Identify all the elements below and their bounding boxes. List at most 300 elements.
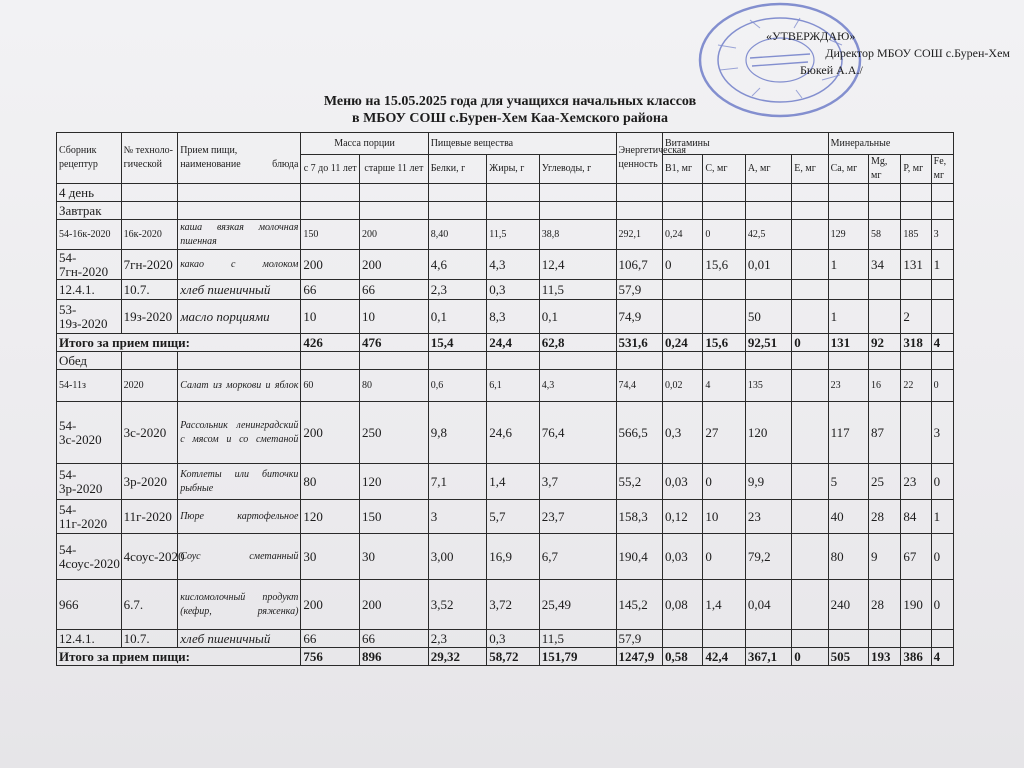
dish-cell: какао с молоком (178, 250, 301, 280)
value-cell-e: 55,2 (616, 464, 662, 500)
value-cell-fe: 0 (931, 464, 953, 500)
total-cell-f: 58,72 (487, 648, 540, 666)
value-cell-e: 292,1 (616, 220, 662, 250)
empty-cell (828, 184, 868, 202)
empty-cell (703, 202, 745, 220)
approval-position: Директор МБОУ СОШ с.Бурен-Хем (825, 46, 1010, 60)
value-cell-vc: 15,6 (703, 250, 745, 280)
header-dish: Прием пищи, наименование блюда (178, 133, 301, 184)
value-cell-mg: 25 (869, 464, 901, 500)
total-cell-m1: 756 (301, 648, 360, 666)
value-cell-vc (703, 300, 745, 334)
dish-cell: каша вязкая молочная пшенная (178, 220, 301, 250)
value-cell-va: 135 (745, 370, 791, 402)
value-cell-fe: 3 (931, 402, 953, 464)
value-cell-va: 9,9 (745, 464, 791, 500)
title-line-1: Меню на 15.05.2025 года для учащихся начальных классов (323, 94, 697, 109)
value-cell-c: 0,1 (539, 300, 616, 334)
dish-cell: Рассольник ленинградский с мясом и со сметаной (178, 402, 301, 464)
table-row (57, 534, 954, 580)
empty-cell (360, 352, 429, 370)
value-cell-ph: 67 (901, 534, 931, 580)
tech-cell: 11г-2020 (121, 500, 178, 534)
value-cell-ve (792, 300, 828, 334)
value-cell-va (745, 630, 791, 648)
table-row (57, 500, 954, 534)
empty-cell (539, 184, 616, 202)
value-cell-ph: 2 (901, 300, 931, 334)
total-cell-c: 62,8 (539, 334, 616, 352)
value-cell-c: 76,4 (539, 402, 616, 464)
tech-cell: 3р-2020 (121, 464, 178, 500)
recipe-cell: 54-11г-2020 (57, 500, 122, 534)
recipe-cell: 54-11з (57, 370, 122, 402)
table-row (57, 300, 954, 334)
empty-cell (428, 352, 487, 370)
empty-cell (792, 202, 828, 220)
value-cell-m1: 200 (301, 250, 360, 280)
empty-cell (869, 352, 901, 370)
header-mg: Mg, мг (869, 155, 901, 184)
total-cell-ve: 0 (792, 334, 828, 352)
dish-cell: кисломолочный продукт (кефир, ряженка) (178, 580, 301, 630)
total-cell-f: 24,4 (487, 334, 540, 352)
header-b1: B1, мг (663, 155, 703, 184)
value-cell-m2: 200 (360, 220, 429, 250)
value-cell-m2: 80 (360, 370, 429, 402)
total-cell-e: 1247,9 (616, 648, 662, 666)
value-cell-b1: 0,02 (663, 370, 703, 402)
value-cell-mg: 9 (869, 534, 901, 580)
value-cell-b1 (663, 300, 703, 334)
table-row (57, 220, 954, 250)
value-cell-ve (792, 500, 828, 534)
lunch-row-label: Обед (57, 352, 122, 370)
empty-cell (745, 184, 791, 202)
total-cell-p: 15,4 (428, 334, 487, 352)
total-cell-ca: 131 (828, 334, 868, 352)
value-cell-ph: 23 (901, 464, 931, 500)
header-tech: № техноло- гической (121, 133, 178, 184)
menu-table (56, 132, 954, 666)
lunch-total (57, 648, 954, 666)
table-row (57, 370, 954, 402)
value-cell-ve (792, 534, 828, 580)
value-cell-fe: 0 (931, 534, 953, 580)
value-cell-m1: 66 (301, 630, 360, 648)
empty-cell (301, 202, 360, 220)
dish-cell: Соус сметанный (178, 534, 301, 580)
empty-cell (703, 184, 745, 202)
value-cell-b1: 0,3 (663, 402, 703, 464)
value-cell-ph: 185 (901, 220, 931, 250)
value-cell-ph: 22 (901, 370, 931, 402)
value-cell-vc (703, 630, 745, 648)
empty-cell (487, 202, 540, 220)
tech-cell: 16к-2020 (121, 220, 178, 250)
value-cell-fe: 0 (931, 580, 953, 630)
value-cell-c: 4,3 (539, 370, 616, 402)
value-cell-p: 3 (428, 500, 487, 534)
empty-cell (745, 352, 791, 370)
header-mass-young: с 7 до 11 лет (301, 155, 360, 184)
value-cell-mg: 16 (869, 370, 901, 402)
value-cell-ph (901, 402, 931, 464)
value-cell-fe (931, 300, 953, 334)
total-cell-b1: 0,58 (663, 648, 703, 666)
value-cell-ca: 23 (828, 370, 868, 402)
value-cell-ph (901, 280, 931, 300)
value-cell-ca: 129 (828, 220, 868, 250)
value-cell-p: 2,3 (428, 280, 487, 300)
table-row (57, 580, 954, 630)
tech-cell: 6.7. (121, 580, 178, 630)
header-vitamins: Витамины (663, 133, 829, 155)
recipe-cell: 53-19з-2020 (57, 300, 122, 334)
value-cell-m2: 250 (360, 402, 429, 464)
value-cell-ca: 1 (828, 300, 868, 334)
value-cell-e: 74,4 (616, 370, 662, 402)
value-cell-mg: 28 (869, 500, 901, 534)
empty-cell (616, 202, 662, 220)
dish-cell: хлеб пшеничный (178, 280, 301, 300)
value-cell-fe (931, 630, 953, 648)
value-cell-p: 9,8 (428, 402, 487, 464)
value-cell-f: 4,3 (487, 250, 540, 280)
value-cell-ph: 84 (901, 500, 931, 534)
value-cell-c: 6,7 (539, 534, 616, 580)
value-cell-vc: 0 (703, 464, 745, 500)
value-cell-m1: 200 (301, 580, 360, 630)
value-cell-fe: 3 (931, 220, 953, 250)
tech-cell: 19з-2020 (121, 300, 178, 334)
value-cell-vc: 1,4 (703, 580, 745, 630)
empty-cell (178, 352, 301, 370)
empty-cell (428, 202, 487, 220)
header-minerals: Минеральные (828, 133, 953, 155)
value-cell-fe: 1 (931, 250, 953, 280)
value-cell-fe: 0 (931, 370, 953, 402)
value-cell-mg (869, 280, 901, 300)
value-cell-e: 57,9 (616, 280, 662, 300)
menu-body (57, 184, 954, 666)
value-cell-e: 566,5 (616, 402, 662, 464)
value-cell-ph: 131 (901, 250, 931, 280)
value-cell-vc: 4 (703, 370, 745, 402)
value-cell-m2: 200 (360, 580, 429, 630)
total-cell-m2: 896 (360, 648, 429, 666)
value-cell-m1: 80 (301, 464, 360, 500)
header-e: E, мг (792, 155, 828, 184)
value-cell-m2: 66 (360, 280, 429, 300)
value-cell-fe: 1 (931, 500, 953, 534)
value-cell-mg: 87 (869, 402, 901, 464)
value-cell-ca: 80 (828, 534, 868, 580)
value-cell-f: 11,5 (487, 220, 540, 250)
total-cell-m1: 426 (301, 334, 360, 352)
recipe-cell: 54-3р-2020 (57, 464, 122, 500)
value-cell-c: 25,49 (539, 580, 616, 630)
value-cell-p: 4,6 (428, 250, 487, 280)
value-cell-m2: 10 (360, 300, 429, 334)
empty-cell (616, 184, 662, 202)
dish-cell: масло порциями (178, 300, 301, 334)
value-cell-p: 3,52 (428, 580, 487, 630)
empty-cell (745, 202, 791, 220)
value-cell-ve (792, 580, 828, 630)
total-cell-fe: 4 (931, 334, 953, 352)
value-cell-m2: 150 (360, 500, 429, 534)
value-cell-c: 38,8 (539, 220, 616, 250)
tech-cell: 3с-2020 (121, 402, 178, 464)
table-row (57, 280, 954, 300)
page-title (260, 93, 760, 127)
value-cell-vc: 0 (703, 534, 745, 580)
value-cell-ca: 117 (828, 402, 868, 464)
value-cell-ve (792, 280, 828, 300)
dish-cell: Салат из моркови и яблок (178, 370, 301, 402)
value-cell-fe (931, 280, 953, 300)
header-ca: Ca, мг (828, 155, 868, 184)
title-line-2: в МБОУ СОШ с.Бурен-Хем Каа-Хемского района (352, 111, 668, 126)
value-cell-p: 8,40 (428, 220, 487, 250)
value-cell-m2: 30 (360, 534, 429, 580)
empty-cell (931, 184, 953, 202)
tech-cell: 7гн-2020 (121, 250, 178, 280)
value-cell-m2: 66 (360, 630, 429, 648)
value-cell-m2: 120 (360, 464, 429, 500)
approval-heading: «УТВЕРЖДАЮ» (766, 29, 856, 43)
recipe-cell: 54-7гн-2020 (57, 250, 122, 280)
recipe-cell: 54-4соус-2020 (57, 534, 122, 580)
value-cell-b1: 0,12 (663, 500, 703, 534)
value-cell-ve (792, 402, 828, 464)
tech-cell: 10.7. (121, 280, 178, 300)
empty-cell (539, 352, 616, 370)
value-cell-e: 145,2 (616, 580, 662, 630)
value-cell-c: 11,5 (539, 630, 616, 648)
empty-cell (663, 202, 703, 220)
total-cell-ph: 318 (901, 334, 931, 352)
total-cell-va: 92,51 (745, 334, 791, 352)
value-cell-m1: 120 (301, 500, 360, 534)
value-cell-va: 0,04 (745, 580, 791, 630)
total-cell-e: 531,6 (616, 334, 662, 352)
value-cell-c: 11,5 (539, 280, 616, 300)
recipe-cell: 966 (57, 580, 122, 630)
value-cell-m1: 60 (301, 370, 360, 402)
value-cell-b1: 0 (663, 250, 703, 280)
approval-block (740, 28, 1010, 79)
empty-cell (121, 352, 178, 370)
recipe-cell: 12.4.1. (57, 280, 122, 300)
value-cell-vc: 0 (703, 220, 745, 250)
empty-cell (901, 352, 931, 370)
approval-signature: Бюкей А.А./ (800, 63, 863, 77)
total-cell-ca: 505 (828, 648, 868, 666)
tech-cell: 2020 (121, 370, 178, 402)
value-cell-ve (792, 250, 828, 280)
value-cell-va (745, 280, 791, 300)
total-cell-vc: 42,4 (703, 648, 745, 666)
value-cell-ca: 5 (828, 464, 868, 500)
recipe-cell: 12.4.1. (57, 630, 122, 648)
value-cell-ca: 40 (828, 500, 868, 534)
value-cell-c: 12,4 (539, 250, 616, 280)
value-cell-vc (703, 280, 745, 300)
header-nutrients: Пищевые вещества (428, 133, 616, 155)
value-cell-ca (828, 630, 868, 648)
value-cell-e: 190,4 (616, 534, 662, 580)
value-cell-p: 2,3 (428, 630, 487, 648)
value-cell-p: 3,00 (428, 534, 487, 580)
table-row (57, 402, 954, 464)
total-cell-vc: 15,6 (703, 334, 745, 352)
empty-cell (487, 184, 540, 202)
dish-cell: Котлеты или биточки рыбные (178, 464, 301, 500)
empty-cell (360, 202, 429, 220)
empty-cell (828, 202, 868, 220)
empty-cell (901, 184, 931, 202)
empty-cell (121, 202, 178, 220)
value-cell-vc: 10 (703, 500, 745, 534)
value-cell-mg: 28 (869, 580, 901, 630)
total-cell-c: 151,79 (539, 648, 616, 666)
empty-cell (487, 352, 540, 370)
total-cell-va: 367,1 (745, 648, 791, 666)
empty-cell (931, 202, 953, 220)
lunch-row (57, 352, 954, 370)
empty-cell (703, 352, 745, 370)
value-cell-ve (792, 370, 828, 402)
value-cell-e: 158,3 (616, 500, 662, 534)
empty-cell (539, 202, 616, 220)
empty-cell (869, 202, 901, 220)
header-energy: Энергетическая ценность (616, 133, 662, 184)
value-cell-mg: 34 (869, 250, 901, 280)
total-cell-mg: 92 (869, 334, 901, 352)
empty-cell (428, 184, 487, 202)
breakfast-total-label: Итого за прием пищи: (57, 334, 301, 352)
tech-cell: 10.7. (121, 630, 178, 648)
total-cell-mg: 193 (869, 648, 901, 666)
value-cell-ca (828, 280, 868, 300)
value-cell-p: 0,6 (428, 370, 487, 402)
value-cell-m1: 10 (301, 300, 360, 334)
value-cell-f: 0,3 (487, 630, 540, 648)
empty-cell (792, 184, 828, 202)
value-cell-ph: 190 (901, 580, 931, 630)
value-cell-e: 106,7 (616, 250, 662, 280)
day-row (57, 184, 954, 202)
value-cell-m1: 150 (301, 220, 360, 250)
total-cell-m2: 476 (360, 334, 429, 352)
value-cell-va: 50 (745, 300, 791, 334)
lunch-total-label: Итого за прием пищи: (57, 648, 301, 666)
header-fe: Fe, мг (931, 155, 953, 184)
value-cell-m1: 200 (301, 402, 360, 464)
value-cell-vc: 27 (703, 402, 745, 464)
value-cell-va: 120 (745, 402, 791, 464)
value-cell-ve (792, 630, 828, 648)
value-cell-mg (869, 300, 901, 334)
day-row-label: 4 день (57, 184, 122, 202)
value-cell-va: 42,5 (745, 220, 791, 250)
value-cell-ca: 240 (828, 580, 868, 630)
header-protein: Белки, г (428, 155, 487, 184)
value-cell-b1: 0,24 (663, 220, 703, 250)
empty-cell (301, 184, 360, 202)
value-cell-b1 (663, 630, 703, 648)
value-cell-f: 8,3 (487, 300, 540, 334)
value-cell-ca: 1 (828, 250, 868, 280)
value-cell-c: 3,7 (539, 464, 616, 500)
value-cell-e: 57,9 (616, 630, 662, 648)
empty-cell (931, 352, 953, 370)
value-cell-c: 23,7 (539, 500, 616, 534)
table-row (57, 250, 954, 280)
dish-cell: хлеб пшеничный (178, 630, 301, 648)
value-cell-f: 16,9 (487, 534, 540, 580)
value-cell-va: 79,2 (745, 534, 791, 580)
value-cell-va: 23 (745, 500, 791, 534)
total-cell-b1: 0,24 (663, 334, 703, 352)
value-cell-ph (901, 630, 931, 648)
value-cell-b1: 0,08 (663, 580, 703, 630)
value-cell-f: 5,7 (487, 500, 540, 534)
value-cell-p: 0,1 (428, 300, 487, 334)
empty-cell (178, 202, 301, 220)
value-cell-m1: 30 (301, 534, 360, 580)
empty-cell (178, 184, 301, 202)
value-cell-mg: 58 (869, 220, 901, 250)
value-cell-f: 24,6 (487, 402, 540, 464)
breakfast-row-label: Завтрак (57, 202, 122, 220)
total-cell-ph: 386 (901, 648, 931, 666)
value-cell-f: 6,1 (487, 370, 540, 402)
value-cell-b1: 0,03 (663, 464, 703, 500)
header-p: P, мг (901, 155, 931, 184)
breakfast-total (57, 334, 954, 352)
header-c: C, мг (703, 155, 745, 184)
value-cell-b1 (663, 280, 703, 300)
empty-cell (663, 352, 703, 370)
total-cell-fe: 4 (931, 648, 953, 666)
value-cell-ve (792, 220, 828, 250)
recipe-cell: 54-16к-2020 (57, 220, 122, 250)
header-fat: Жиры, г (487, 155, 540, 184)
table-row (57, 464, 954, 500)
value-cell-m1: 66 (301, 280, 360, 300)
value-cell-p: 7,1 (428, 464, 487, 500)
table-row (57, 630, 954, 648)
empty-cell (663, 184, 703, 202)
header-mass: Масса порции (301, 133, 428, 155)
tech-cell: 4соус-2020 (121, 534, 178, 580)
value-cell-ve (792, 464, 828, 500)
empty-cell (616, 352, 662, 370)
value-cell-f: 3,72 (487, 580, 540, 630)
total-cell-p: 29,32 (428, 648, 487, 666)
dish-cell: Пюре картофельное (178, 500, 301, 534)
total-cell-ve: 0 (792, 648, 828, 666)
empty-cell (828, 352, 868, 370)
header-mass-old: старше 11 лет (360, 155, 429, 184)
value-cell-mg (869, 630, 901, 648)
empty-cell (792, 352, 828, 370)
empty-cell (301, 352, 360, 370)
value-cell-m2: 200 (360, 250, 429, 280)
